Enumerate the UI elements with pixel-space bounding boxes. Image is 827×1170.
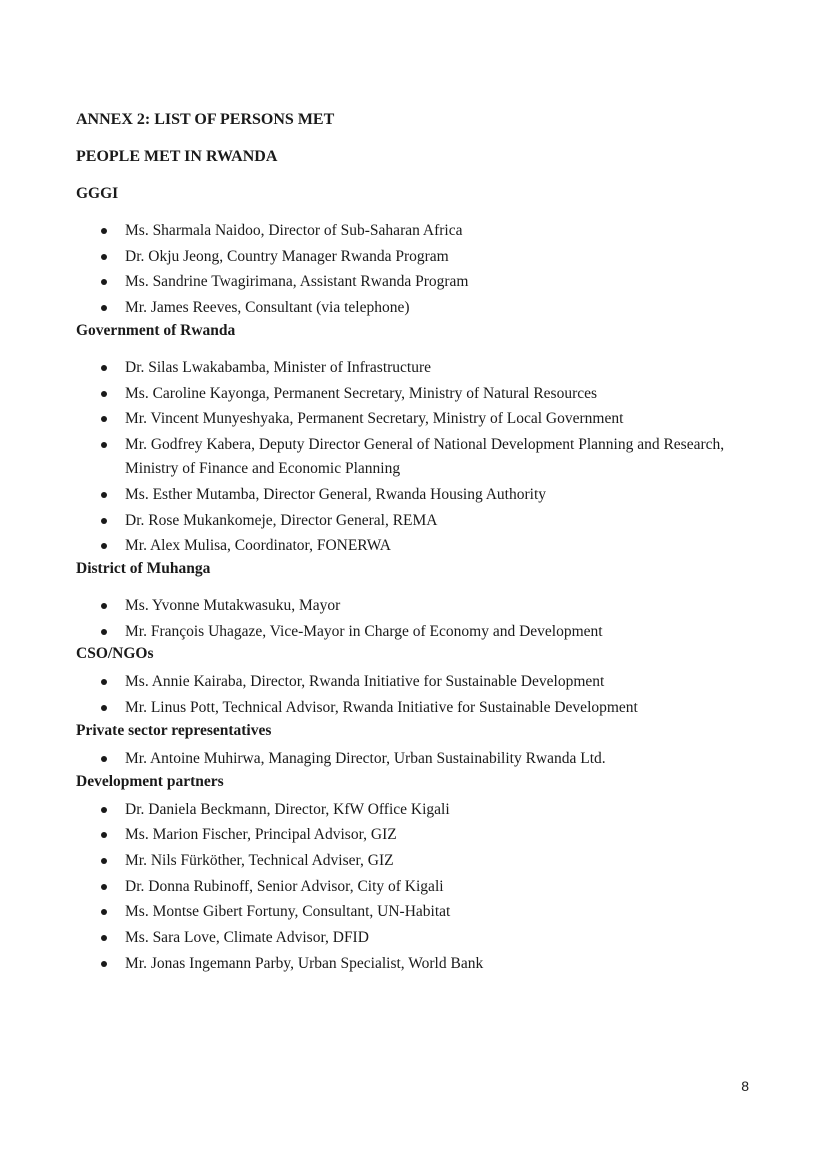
bullet-icon — [101, 228, 107, 234]
bullet-icon — [101, 961, 107, 967]
people-list-cso-ngos — [76, 669, 756, 720]
people-list-district — [76, 593, 756, 644]
bullet-icon — [101, 679, 107, 685]
list-item: Mr. Jonas Ingemann Parby, Urban Specialist, World Bank — [76, 951, 756, 977]
group-heading-private-sector: Private sector representatives — [76, 721, 272, 739]
bullet-icon — [101, 935, 107, 941]
bullet-icon — [101, 629, 107, 635]
bullet-icon — [101, 391, 107, 397]
group-heading-cso-ngos: CSO/NGOs — [76, 645, 154, 663]
list-item: Mr. Linus Pott, Technical Advisor, Rwanda Initiative for Sustainable Development — [76, 695, 756, 721]
people-list-government — [76, 355, 756, 559]
list-item: Mr. Nils Fürköther, Technical Adviser, GIZ — [76, 848, 756, 874]
list-item: Dr. Donna Rubinoff, Senior Advisor, City of Kigali — [76, 874, 756, 900]
list-item: Ms. Sara Love, Climate Advisor, DFID — [76, 925, 756, 951]
list-item: Ms. Caroline Kayonga, Permanent Secretary, Ministry of Natural Resources — [76, 381, 756, 407]
page-content — [76, 110, 756, 976]
list-item: Mr. Antoine Muhirwa, Managing Director, Urban Sustainability Rwanda Ltd. — [76, 746, 756, 772]
bullet-icon — [101, 365, 107, 371]
people-list-development-partners — [76, 797, 756, 977]
list-item: Mr. François Uhagaze, Vice-Mayor in Charge of Economy and Development — [76, 619, 756, 645]
bullet-icon — [101, 807, 107, 813]
list-item: Ms. Marion Fischer, Principal Advisor, GIZ — [76, 822, 756, 848]
bullet-icon — [101, 832, 107, 838]
list-item: Ms. Sandrine Twagirimana, Assistant Rwanda Program — [76, 269, 756, 295]
bullet-icon — [101, 305, 107, 311]
group-heading-district: District of Muhanga — [76, 560, 211, 578]
bullet-icon — [101, 909, 107, 915]
list-item: Mr. James Reeves, Consultant (via telephone) — [76, 295, 756, 321]
bullet-icon — [101, 543, 107, 549]
list-item: Dr. Silas Lwakabamba, Minister of Infrastructure — [76, 355, 756, 381]
bullet-icon — [101, 756, 107, 762]
bullet-icon — [101, 603, 107, 609]
group-heading-government: Government of Rwanda — [76, 321, 236, 339]
bullet-icon — [101, 416, 107, 422]
bullet-icon — [101, 705, 107, 711]
group-heading-development-partners: Development partners — [76, 772, 224, 790]
list-item: Dr. Daniela Beckmann, Director, KfW Office Kigali — [76, 797, 756, 823]
list-item: Ms. Esther Mutamba, Director General, Rwanda Housing Authority — [76, 482, 756, 508]
bullet-icon — [101, 518, 107, 524]
list-item: Dr. Okju Jeong, Country Manager Rwanda Program — [76, 244, 756, 270]
page-number: 8 — [741, 1078, 749, 1094]
section-title: PEOPLE MET IN RWANDA — [76, 148, 278, 165]
list-item: Ms. Montse Gibert Fortuny, Consultant, UN-Habitat — [76, 899, 756, 925]
list-item: Ms. Annie Kairaba, Director, Rwanda Initiative for Sustainable Development — [76, 669, 756, 695]
bullet-icon — [101, 279, 107, 285]
bullet-icon — [101, 492, 107, 498]
bullet-icon — [101, 442, 107, 448]
bullet-icon — [101, 254, 107, 260]
annex-title: ANNEX 2: LIST OF PERSONS MET — [76, 111, 335, 128]
group-heading-gggi: GGGI — [76, 185, 119, 202]
people-list-gggi — [76, 218, 756, 321]
people-list-private-sector — [76, 746, 756, 772]
list-item: Dr. Rose Mukankomeje, Director General, REMA — [76, 508, 756, 534]
list-item: Ms. Yvonne Mutakwasuku, Mayor — [76, 593, 756, 619]
list-item: Mr. Godfrey Kabera, Deputy Director General of National Development Planning and Research, Ministry of Finance and Economic Planning — [76, 432, 756, 482]
list-item: Mr. Alex Mulisa, Coordinator, FONERWA — [76, 533, 756, 559]
bullet-icon — [101, 884, 107, 890]
list-item: Ms. Sharmala Naidoo, Director of Sub-Saharan Africa — [76, 218, 756, 244]
bullet-icon — [101, 858, 107, 864]
list-item: Mr. Vincent Munyeshyaka, Permanent Secretary, Ministry of Local Government — [76, 406, 756, 432]
